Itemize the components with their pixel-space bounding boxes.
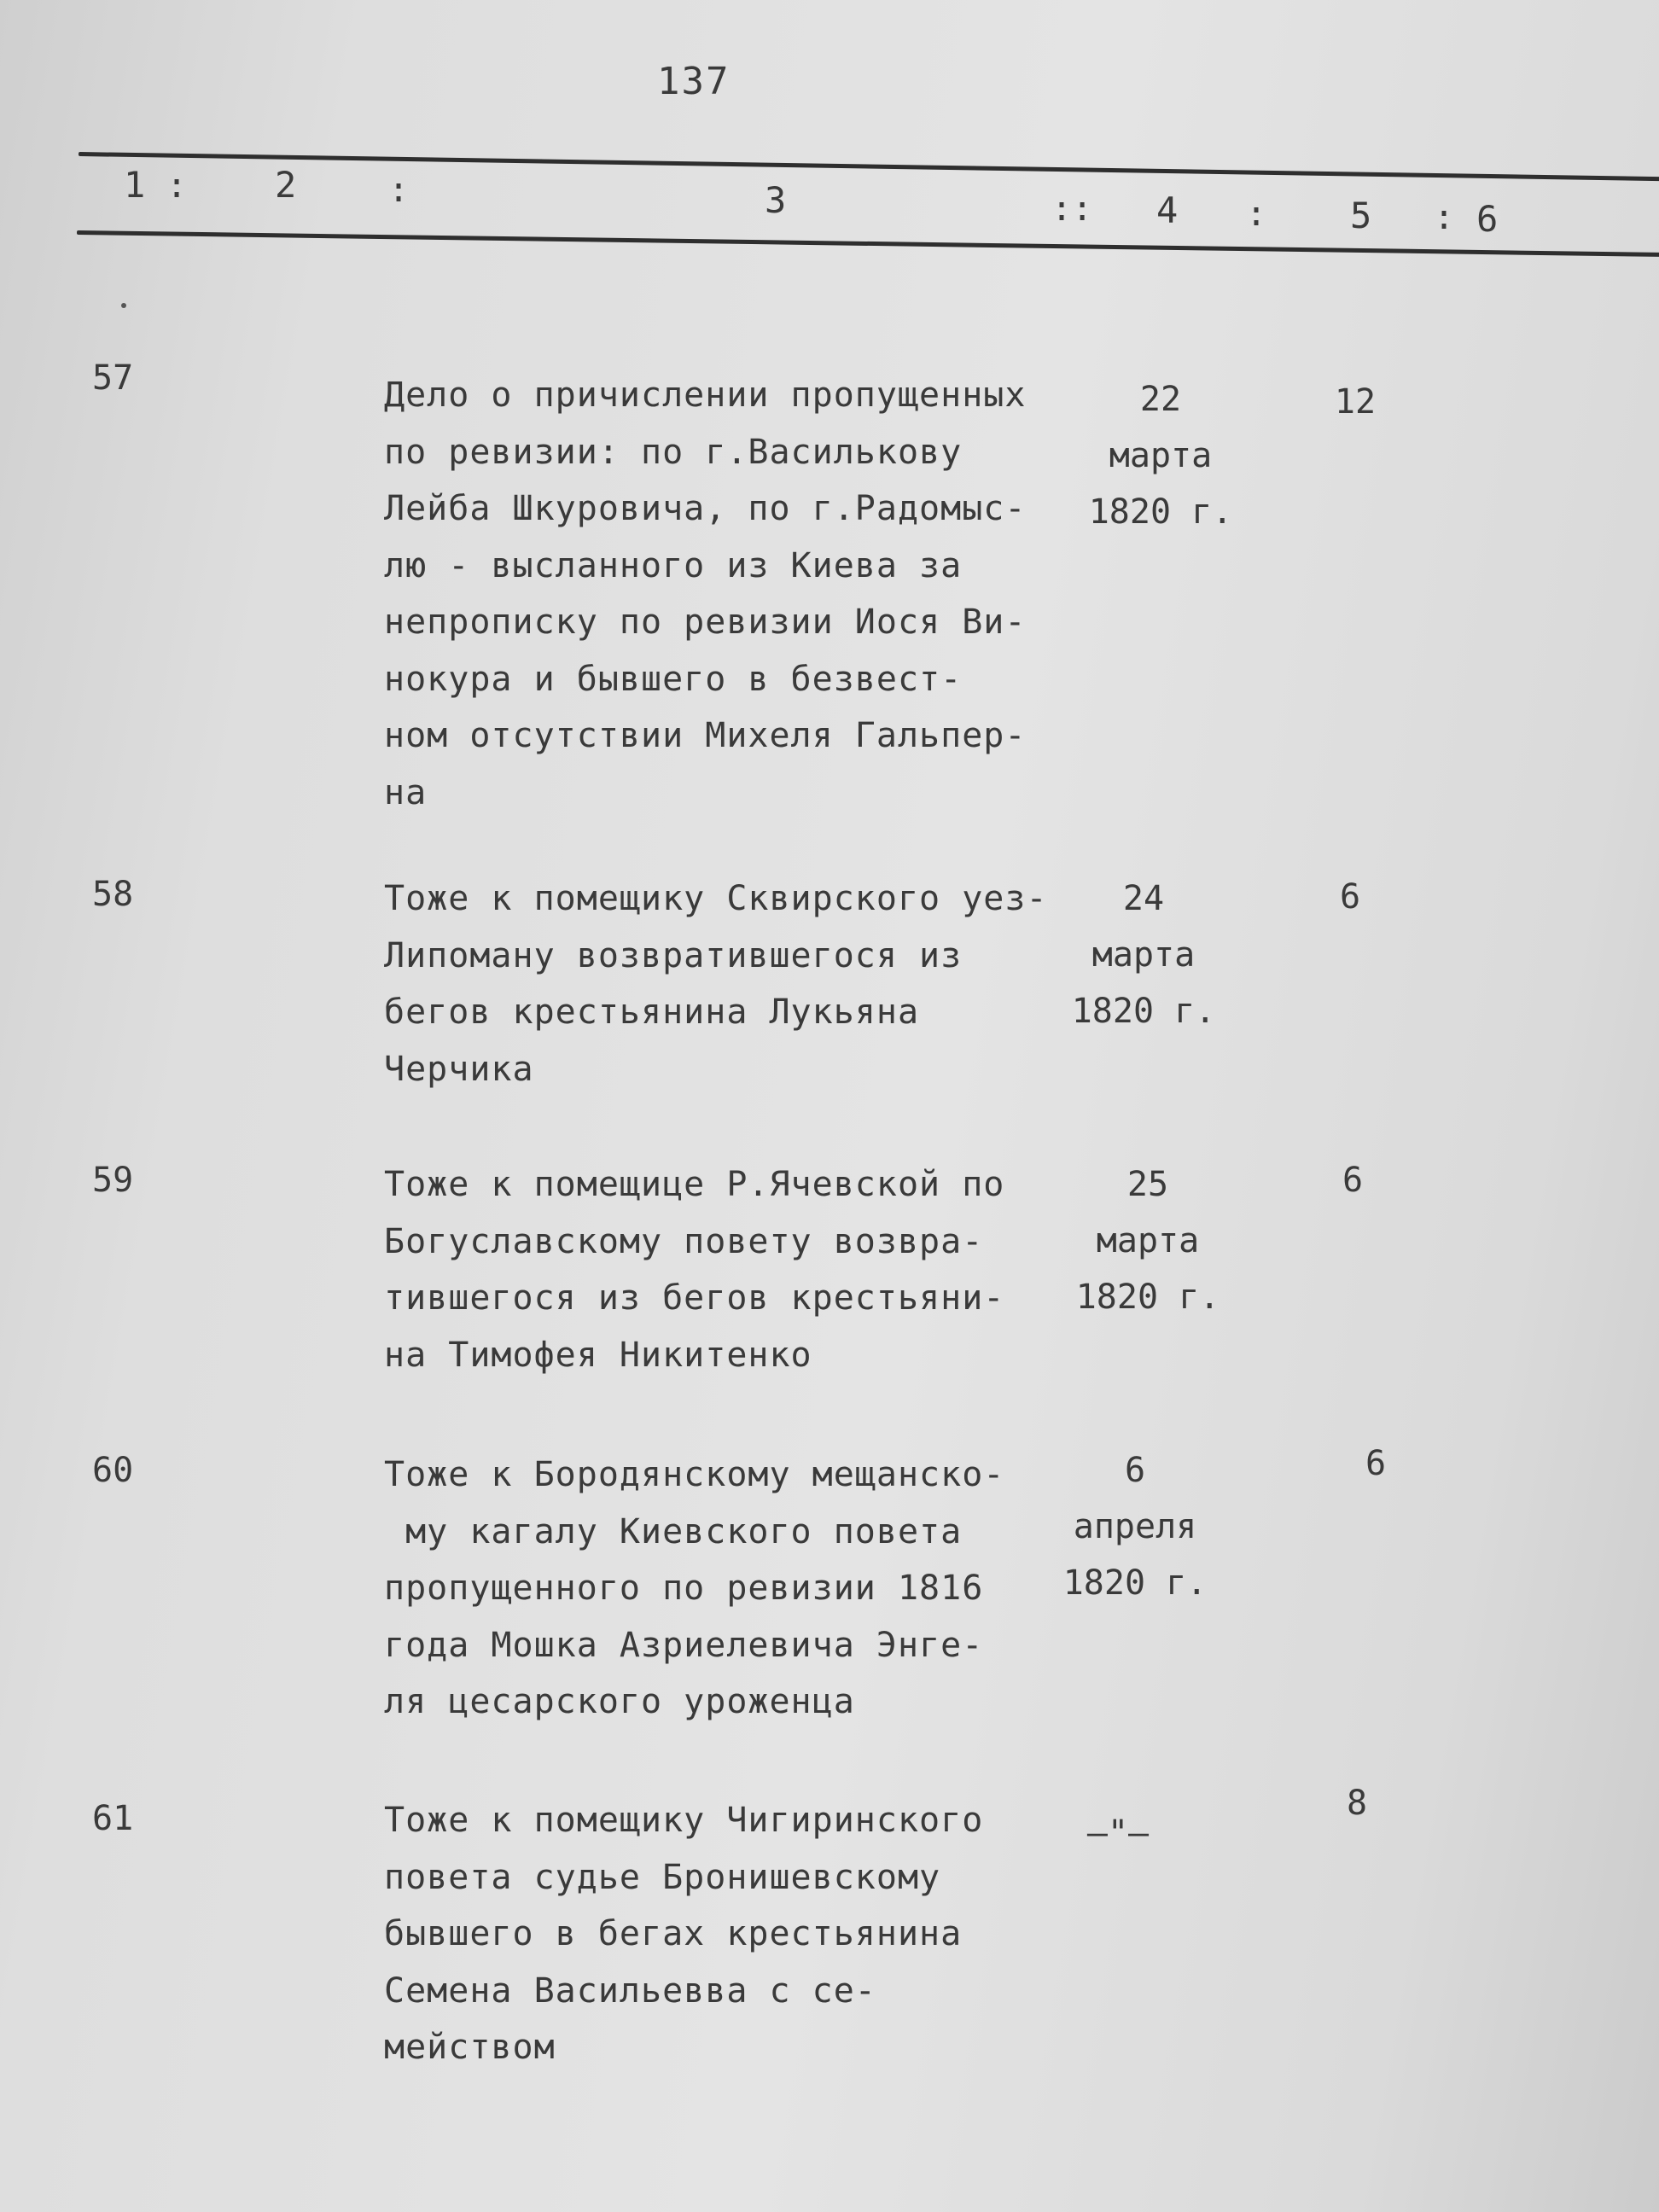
entry-date-ditto-mark: —"— (1086, 1813, 1150, 1853)
entry-title (384, 367, 1067, 821)
column-header-2: 2 (275, 164, 297, 206)
entry-date-month: марта (1096, 1221, 1200, 1260)
entry-title-line: бывшего в бегах крестьянина (384, 1914, 963, 1953)
paper-speck (121, 303, 126, 308)
entry-date (1058, 870, 1229, 1039)
entry-title-line: Липоману возвратившегося из (384, 935, 963, 975)
entry-number: 59 (92, 1161, 134, 1200)
entry-date-year: 1820 г. (1071, 992, 1216, 1031)
entry-date-day: 22 (1139, 380, 1182, 419)
entry-title (384, 1447, 1067, 1731)
entry-title (384, 1792, 1067, 2076)
entry-title (384, 1156, 1067, 1383)
entry-sheet-count: 6 (1365, 1444, 1387, 1483)
entry-title-line: ля цесарского уроженца (384, 1682, 855, 1721)
entry-date-day: 24 (1122, 879, 1165, 918)
entry-sheet-count: 6 (1342, 1161, 1364, 1200)
column-separator: : (1434, 198, 1455, 237)
page-number: 137 (657, 60, 731, 103)
entry-title-line: Тоже к помещице Р.Ячевской по (384, 1165, 1005, 1204)
entry-date-year: 1820 г. (1062, 1563, 1208, 1603)
entry-date-month: апреля (1073, 1507, 1197, 1546)
entry-date-day: 6 (1124, 1451, 1146, 1490)
table-header-top-rule (79, 152, 1659, 181)
table-header-bottom-rule (77, 230, 1659, 257)
column-header-4: 4 (1156, 189, 1179, 231)
entry-title-line: Тоже к помещику Сквирского уез- (384, 879, 1048, 918)
entry-title-line: по ревизии: по г.Василькову (384, 432, 963, 472)
entry-title-line: Черчика (384, 1049, 534, 1089)
entry-date (1075, 371, 1246, 540)
entry-title-line: на Тимофея Никитенко (384, 1335, 812, 1375)
entry-title (384, 870, 1067, 1097)
entry-title-line: тившегося из бегов крестьяни- (384, 1278, 1005, 1318)
entry-title-line: Лейба Шкуровича, по г.Радомыс- (384, 489, 1027, 528)
entry-title-line: пропущенного по ревизии 1816 (384, 1569, 984, 1608)
entry-date (1062, 1156, 1233, 1325)
entry-title-line: непрописку по ревизии Иося Ви- (384, 602, 1027, 642)
entry-title-line: му кагалу Киевского повета (384, 1511, 963, 1551)
entry-title-line: бегов крестьянина Лукьяна (384, 992, 920, 1032)
column-separator: : (166, 166, 188, 206)
entry-number: 58 (92, 875, 134, 914)
entry-date-ditto (1033, 1805, 1203, 1861)
entry-title-line: лю - высланного из Киева за (384, 545, 963, 585)
entry-title-line: ном отсутствии Михеля Гальпер- (384, 716, 1027, 755)
entry-title-line: Семена Васильевва с се- (384, 1970, 876, 2011)
column-separator-double: :: (1051, 189, 1093, 229)
column-header-5: 5 (1350, 195, 1372, 236)
entry-sheet-count: 12 (1334, 382, 1377, 422)
entry-date-year: 1820 г. (1088, 492, 1233, 532)
entry-title-line: повета судье Бронишевскому (384, 1857, 941, 1897)
entry-title-line: мейством (384, 2028, 556, 2067)
column-header-6: 6 (1476, 198, 1499, 240)
entry-date-month: марта (1109, 436, 1213, 475)
entry-sheet-count: 8 (1346, 1784, 1368, 1823)
entry-date (1050, 1442, 1220, 1611)
entry-title-line: Богуславскому повету возвра- (384, 1221, 984, 1261)
entry-title-line: нокура и бывшего в безвест- (384, 659, 963, 699)
entry-title-line: Тоже к Бородянскому мещанско- (384, 1455, 1005, 1494)
entry-title-line: на (384, 772, 428, 812)
entry-date-day: 25 (1126, 1165, 1169, 1204)
entry-sheet-count: 6 (1339, 877, 1361, 917)
entry-number: 61 (92, 1799, 134, 1838)
column-separator: : (388, 171, 410, 210)
column-header-1: 1 (124, 164, 146, 206)
entry-title-line: Дело о причислении пропущенных (384, 375, 1027, 415)
entry-title-line: года Мошка Азриелевича Энге- (384, 1625, 984, 1665)
entry-number: 60 (92, 1451, 134, 1490)
entry-date-year: 1820 г. (1075, 1278, 1220, 1317)
entry-number: 57 (92, 358, 134, 398)
column-separator: : (1246, 195, 1267, 234)
entry-title-line: Тоже к помещику Чигиринского (384, 1801, 984, 1840)
entry-date-month: марта (1091, 935, 1196, 975)
column-header-3: 3 (765, 179, 787, 221)
